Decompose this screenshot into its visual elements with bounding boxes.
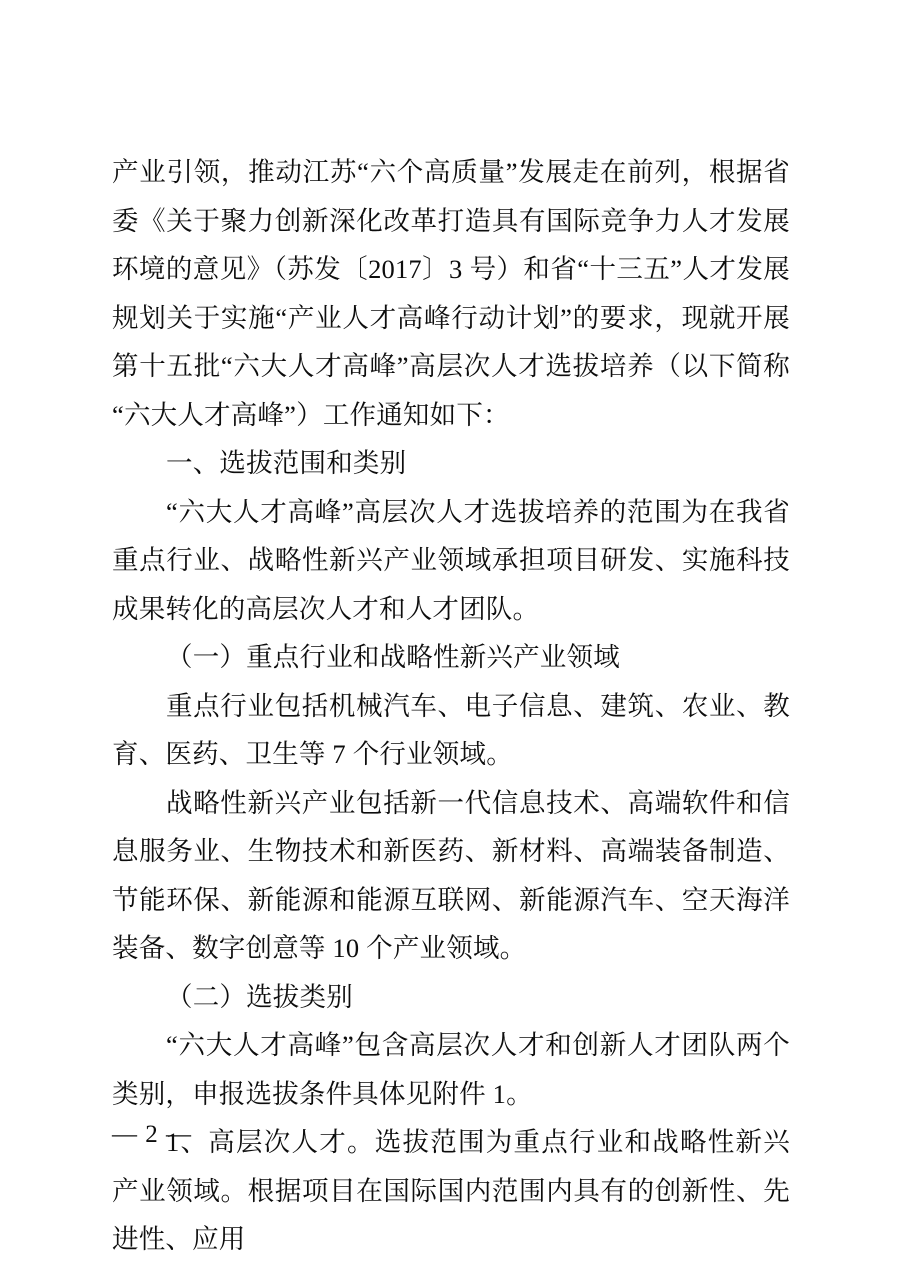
heading-section-one: 一、选拔范围和类别: [166, 448, 407, 478]
document-body: [112, 148, 790, 1264]
paragraph-selection-scope: “六大人才高峰”高层次人才选拔培养的范围为在我省重点行业、战略性新兴产业领域承担项目研发、实施科技成果转化的高层次人才和人才团队。: [112, 496, 790, 624]
paragraph-emerging-industries: 战略性新兴产业包括新一代信息技术、高端软件和信息服务业、生物技术和新医药、新材料、高端装备制造、节能环保、新能源和能源互联网、新能源汽车、空天海洋装备、数字创意等 10 个产业领域。: [112, 787, 790, 963]
heading-subsection-two: （二）选拔类别: [166, 981, 353, 1012]
paragraph-categories: “六大人才高峰”包含高层次人才和创新人才团队两个类别，申报选拔条件具体见附件 1。: [112, 1030, 790, 1109]
paragraph-continuation: 产业引领，推动江苏“六个高质量”发展走在前列，根据省委《关于聚力创新深化改革打造具有国际竞争力人才发展环境的意见》（苏发〔2017〕3 号）和省“十三五”人才发展规划关于实施“产业人才高峰行动计划”的要求，现就开展第十五批“六大人才高峰”高层次人才选拔培养（以下简称“六大人才高峰”）工作通知如下：: [112, 157, 790, 430]
paragraph-key-industries: 重点行业包括机械汽车、电子信息、建筑、农业、教育、医药、卫生等 7 个行业领域。: [112, 690, 790, 769]
page-number: — 2 —: [112, 1121, 192, 1148]
heading-subsection-one: （一）重点行业和战略性新兴产业领域: [166, 642, 620, 672]
paragraph-item-one: 1、高层次人才。选拔范围为重点行业和战略性新兴产业领域。根据项目在国际国内范围内具有的创新性、先进性、应用: [112, 1127, 790, 1254]
